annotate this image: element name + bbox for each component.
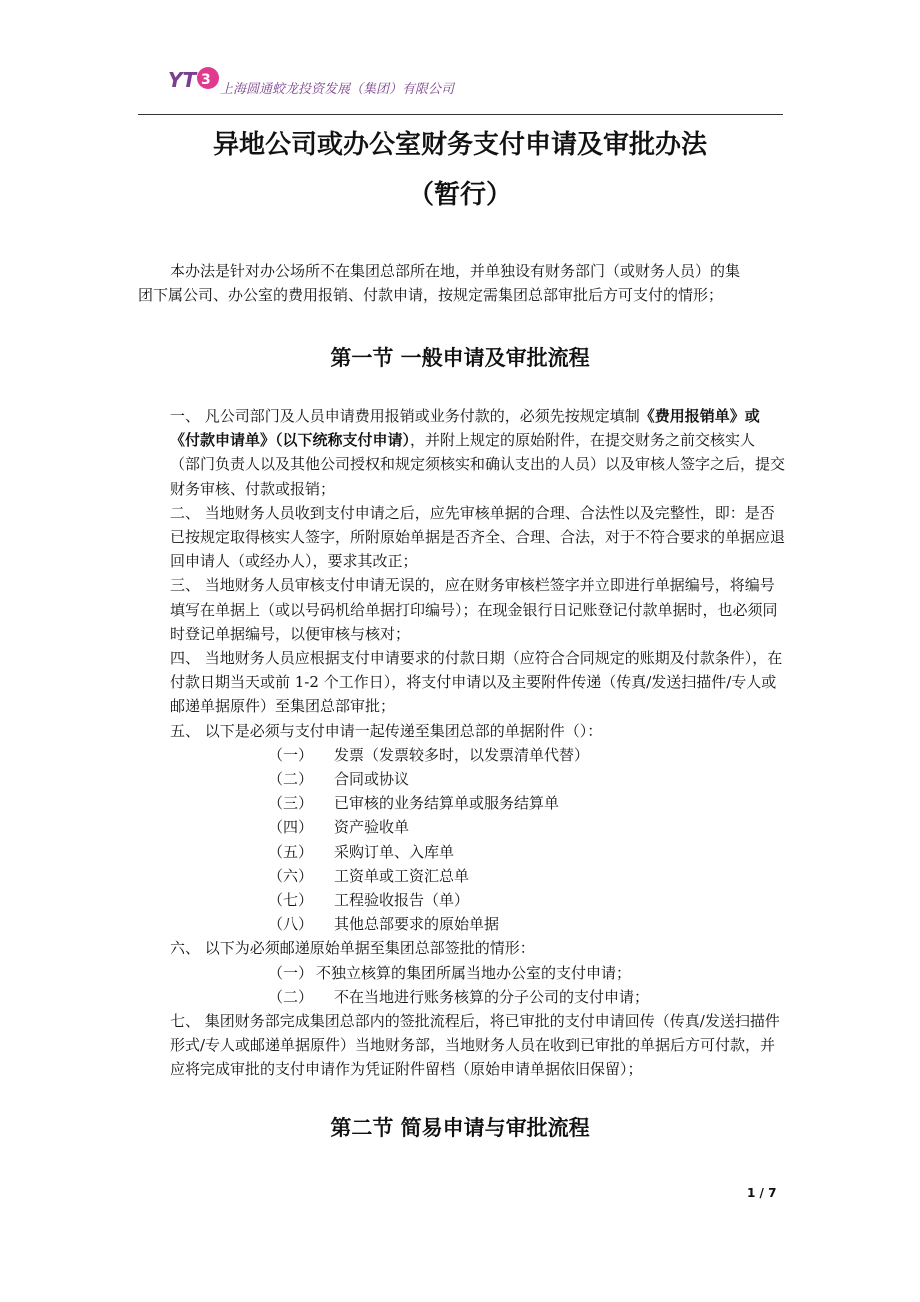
list-item: 二、 当地财务人员收到支付申请之后，应先审核单据的合理、合法性以及完整性，即：是否已按规定取得核实人签字，所附原始单据是否齐全、合理、合法，对于不符合要求的单据应退回申请人（或经办人），要求其改正； [170, 503, 786, 571]
sub-item: （四） 资产验收单 [268, 818, 410, 837]
sub-item: （七） 工程验收报告（单） [268, 891, 470, 910]
sub-item: （二） 不在当地进行账务核算的分子公司的支付申请； [268, 987, 650, 1006]
intro-line: 团下属公司、办公室的费用报销、付款申请，按规定需集团总部审批后方可支付的情形； [138, 286, 724, 304]
list-item: 四、 当地财务人员应根据支付申请要求的付款日期（应符合合同规定的账期及付款条件），在付款日期当天或前 1-2 个工作日），将支付申请以及主要附件传递（传真/发送扫描件/专人或邮递单据原件）至集团总部审批； [170, 649, 783, 716]
list-item: 五、 以下是必须与支付申请一起传递至集团总部的单据附件（）： [170, 721, 603, 740]
page-header [138, 62, 783, 115]
intro-line: 本办法是针对办公场所不在集团总部所在地，并单独设有财务部门（或财务人员）的集 [170, 262, 741, 280]
document-subtitle: （暂行） [407, 180, 512, 210]
section2-heading: 第二节 简易申请与审批流程 [330, 1116, 590, 1140]
list-item: 一、 凡公司部门及人员申请费用报销或业务付款的，必须先按规定填制《费用报销单》或《付款申请单》（以下统称支付申请），并附上规定的原始附件，在提交财务之前交核实人（部门负责人以及其他公司授权和规定须核实和确认支出的人员）以及审核人签字之后，提交财务审核、付款或报销； [170, 407, 786, 498]
document-title: 异地公司或办公室财务支付申请及审批办法 [212, 130, 707, 160]
sub-item: （一） 不独立核算的集团所属当地办公室的支付申请； [268, 963, 632, 982]
sub-item: （一） 发票（发票较多时，以发票清单代替） [268, 745, 590, 764]
sub-item: （二） 合同或协议 [268, 770, 410, 789]
company-name: 上海圆通蛟龙投资发展（集团）有限公司 [220, 82, 455, 97]
company-logo [168, 64, 220, 96]
sub-item: （三） 已审核的业务结算单或服务结算单 [268, 794, 560, 813]
page-number: 1 / 7 [747, 1186, 777, 1200]
sub-item: （六） 工资单或工资汇总单 [268, 866, 470, 885]
svg-text:3: 3 [201, 72, 211, 88]
section1-heading: 第一节 一般申请及审批流程 [330, 346, 590, 370]
procedure-list [170, 404, 785, 1082]
sub-item: （八） 其他总部要求的原始单据 [268, 915, 500, 934]
emphasis-text: 《费用报销单》或《付款申请单》（以下统称支付申请） [170, 407, 760, 450]
list-item: 六、 以下为必须邮递原始单据至集团总部签批的情形： [170, 939, 535, 958]
intro-paragraph [138, 259, 783, 307]
list-item: 三、 当地财务人员审核支付申请无误的，应在财务审核栏签字并立即进行单据编号，将编号填写在单据上（或以号码机给单据打印编号）；在现金银行日记账登记付款单据时，也必须同时登记单据编号，以便审核与核对； [170, 576, 778, 643]
list-item: 七、 集团财务部完成集团总部内的签批流程后，将已审批的支付申请回传（传真/发送扫描件形式/专人或邮递单据原件）当地财务部，当地财务人员在收到已审批的单据后方可付款，并应将完成审批的支付申请作为凭证附件留档（原始申请单据依旧保留）； [170, 1012, 780, 1079]
sub-item: （五） 采购订单、入库单 [268, 842, 455, 861]
svg-text:YT: YT [168, 68, 197, 92]
